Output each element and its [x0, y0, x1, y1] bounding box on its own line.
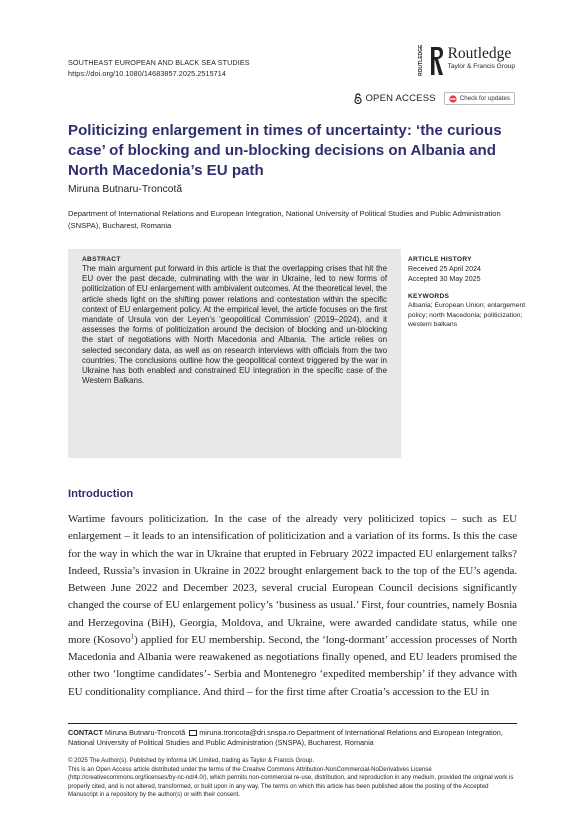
- abstract-heading: ABSTRACT: [82, 256, 121, 263]
- journal-header: [68, 57, 250, 79]
- abstract-box: [68, 249, 401, 458]
- contact-email[interactable]: miruna.troncota@dri.snspa.ro: [199, 728, 295, 737]
- keywords-heading: KEYWORDS: [408, 293, 450, 300]
- received-date: Received 25 April 2024: [408, 265, 481, 273]
- check-for-updates-label: Check for updates: [459, 95, 510, 102]
- journal-name: SOUTHEAST EUROPEAN AND BLACK SEA STUDIES: [68, 58, 250, 67]
- publisher-vertical-text: ROUTLEDGE: [417, 44, 424, 76]
- open-lock-icon: [354, 93, 362, 104]
- article-sidebar: [408, 255, 526, 330]
- publisher-subtitle: Taylor & Francis Group: [447, 63, 515, 70]
- footnote-ref[interactable]: 1: [130, 632, 135, 641]
- contact-department: Department of International Relations and European Integration, National University of Political Studies and Public Administration (SNSPA), Bucharest, Romania: [68, 728, 503, 748]
- open-access-label: OPEN ACCESS: [365, 93, 436, 104]
- check-for-updates-button[interactable]: [444, 92, 515, 105]
- author-affiliation: Department of International Relations and European Integration, National University of Political Studies and Public Administration (SNSPA), Bucharest, Romania: [68, 209, 501, 230]
- author-name: Miruna Butnaru-Troncotă: [68, 184, 183, 195]
- access-row: [354, 92, 515, 105]
- contact-name: Miruna Butnaru-Troncotă: [104, 728, 186, 737]
- publisher-logo: [418, 46, 515, 78]
- article-title: Politicizing enlargement in times of uncertainty: ‘the curious case’ of blocking and un-blocking decisions on Albania and North Macedonia’s EU path: [68, 122, 502, 179]
- contact-label: CONTACT: [68, 728, 103, 737]
- crossmark-icon: [449, 95, 457, 103]
- license-text: This is an Open Access article distributed under the terms of the Creative Commons Attribution-NonCommercial-NoDerivatives License (http://creativecommons.org/licenses/by-nc-nd/4.0/), which permits non-commercial re-use, distribution, and reproduction in any medium, provided the original work is properly cited, and is not altered, transformed, or built upon in any way. The terms on which this article has been published allow the posting of the Accepted Manuscript in a repository by the author(s) or with their consent.: [68, 765, 514, 799]
- open-access-badge: [354, 93, 435, 104]
- footer-divider: [68, 723, 517, 724]
- publisher-name: Routledge: [447, 45, 512, 62]
- license-notice: [68, 757, 517, 800]
- abstract-text: The main argument put forward in this article is that the overlapping crises that hit the EU over the past decade, culminating with the war in Ukraine, led to new forms of politicization of EU enlargement with ambivalent outcomes. At the theoretical level, the article sheds light on the shifting power relations and contestation within the specific context of EU enlargement policy. At the empirical level, the article focuses on the first mandate of Ursula von der Leyen’s ‘geopolitical Commission’ (2019–2024), and it assesses the forms of politicization around the decision of blocking and un-blocking the start of negotiations with North Macedonia and Albania. The article relies on selected secondary data, as well as on research interviews with officials from the two countries. The conclusions outline how the geopolitical context triggered by the war in Ukraine has both enabled and constrained EU integration in the specific case of the Western Balkans.: [82, 264, 387, 386]
- history-heading: ARTICLE HISTORY: [408, 256, 472, 263]
- copyright-line: © 2025 The Author(s). Published by Informa UK Limited, trading as Taylor & Francis Group.: [68, 757, 315, 764]
- section-heading-introduction: Introduction: [68, 488, 134, 500]
- contact-info: [68, 728, 517, 749]
- doi-link[interactable]: https://doi.org/10.1080/14683857.2025.2515714: [68, 69, 226, 78]
- body-paragraph: Wartime favours politicization. In the case of the already very politicized topics – such as EU enlargement – it leads to an intensification of politicization and a variation of its forms. Is this the case for the way in which the war in Ukraine that erupted in February 2022 impacted EU enlargement talks? Indeed, Russia’s invasion in Ukraine in 2022 brought enlargement back to the top of the EU’s agenda. Between June 2022 and December 2023, several crucial European Council decisions significantly changed the course of EU enlargement policy’s ‘business as usual.’ First, four countries, namely Bosnia and Herzegovina (BiH), Georgia, Moldova, and Ukraine, were awarded candidate status, while one more (Kosovo$^1$) applied for EU membership. Second, the ‘long-dormant’ accession processes of North Macedonia and Albania were reawakened as negotiations finally opened, and EU leaders promised the other two ‘longtime candidates’- Serbia and Montenegro ‘expedited membership’ if they advance with EU conditionality compliance. And third – for the first time after Croatia’s accession to the EU in: [68, 513, 517, 698]
- keywords-list: Albania; European Union; enlargement policy; north Macedonia; politicization; western balkans: [408, 302, 526, 329]
- email-icon: [189, 730, 197, 736]
- routledge-r-icon: [430, 46, 444, 76]
- accepted-date: Accepted 30 May 2025: [408, 275, 481, 283]
